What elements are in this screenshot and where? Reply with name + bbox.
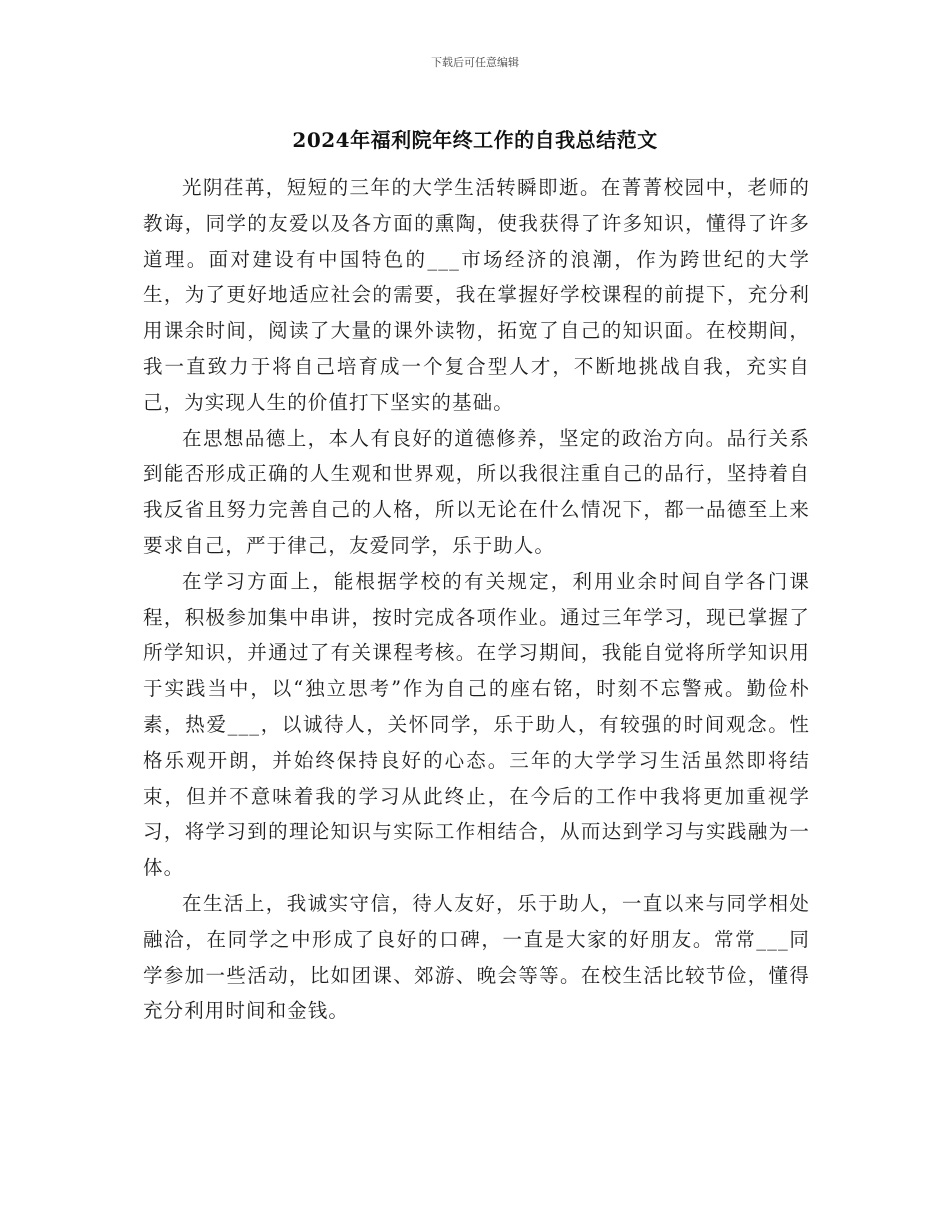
document-title: 2024年福利院年终工作的自我总结范文 [292, 128, 658, 152]
document-body [143, 170, 810, 1029]
paragraph-1: 光阴荏苒，短短的三年的大学生活转瞬即逝。在菁菁校园中，老师的教诲，同学的友爱以及各方面的熏陶，使我获得了许多知识，懂得了许多道理。面对建设有中国特色的___市场经济的浪潮，作为跨世纪的大学生，为了更好地适应社会的需要，我在掌握好学校课程的前提下，充分利用课余时间，阅读了大量的课外读物，拓宽了自己的知识面。在校期间，我一直致力于将自己培育成一个复合型人才，不断地挑战自我，充实自己，为实现人生的价值打下坚实的基础。 [143, 176, 810, 414]
paragraph-4: 在生活上，我诚实守信，待人友好，乐于助人，一直以来与同学相处融洽，在同学之中形成了良好的口碑，一直是大家的好朋友。常常___同学参加一些活动，比如团课、郊游、晚会等等。在校生活比较节俭，懂得充分利用时间和金钱。 [143, 891, 810, 1023]
header-note: 下载后可任意编辑 [431, 56, 519, 69]
paragraph-3: 在学习方面上，能根据学校的有关规定，利用业余时间自学各门课程，积极参加集中串讲，按时完成各项作业。通过三年学习，现已掌握了所学知识，并通过了有关课程考核。在学习期间，我能自觉将所学知识用于实践当中，以“独立思考”作为自己的座右铭，时刻不忘警戒。勤俭朴素，热爱___，以诚待人，关怀同学，乐于助人，有较强的时间观念。性格乐观开朗，并始终保持良好的心态。三年的大学学习生活虽然即将结束，但并不意味着我的学习从此终止，在今后的工作中我将更加重视学习，将学习到的理论知识与实际工作相结合，从而达到学习与实践融为一体。 [143, 569, 810, 880]
paragraph-2: 在思想品德上，本人有良好的道德修养，坚定的政治方向。品行关系到能否形成正确的人生观和世界观，所以我很注重自己的品行，坚持着自我反省且努力完善自己的人格，所以无论在什么情况下，都一品德至上来要求自己，严于律己，友爱同学，乐于助人。 [143, 426, 810, 557]
